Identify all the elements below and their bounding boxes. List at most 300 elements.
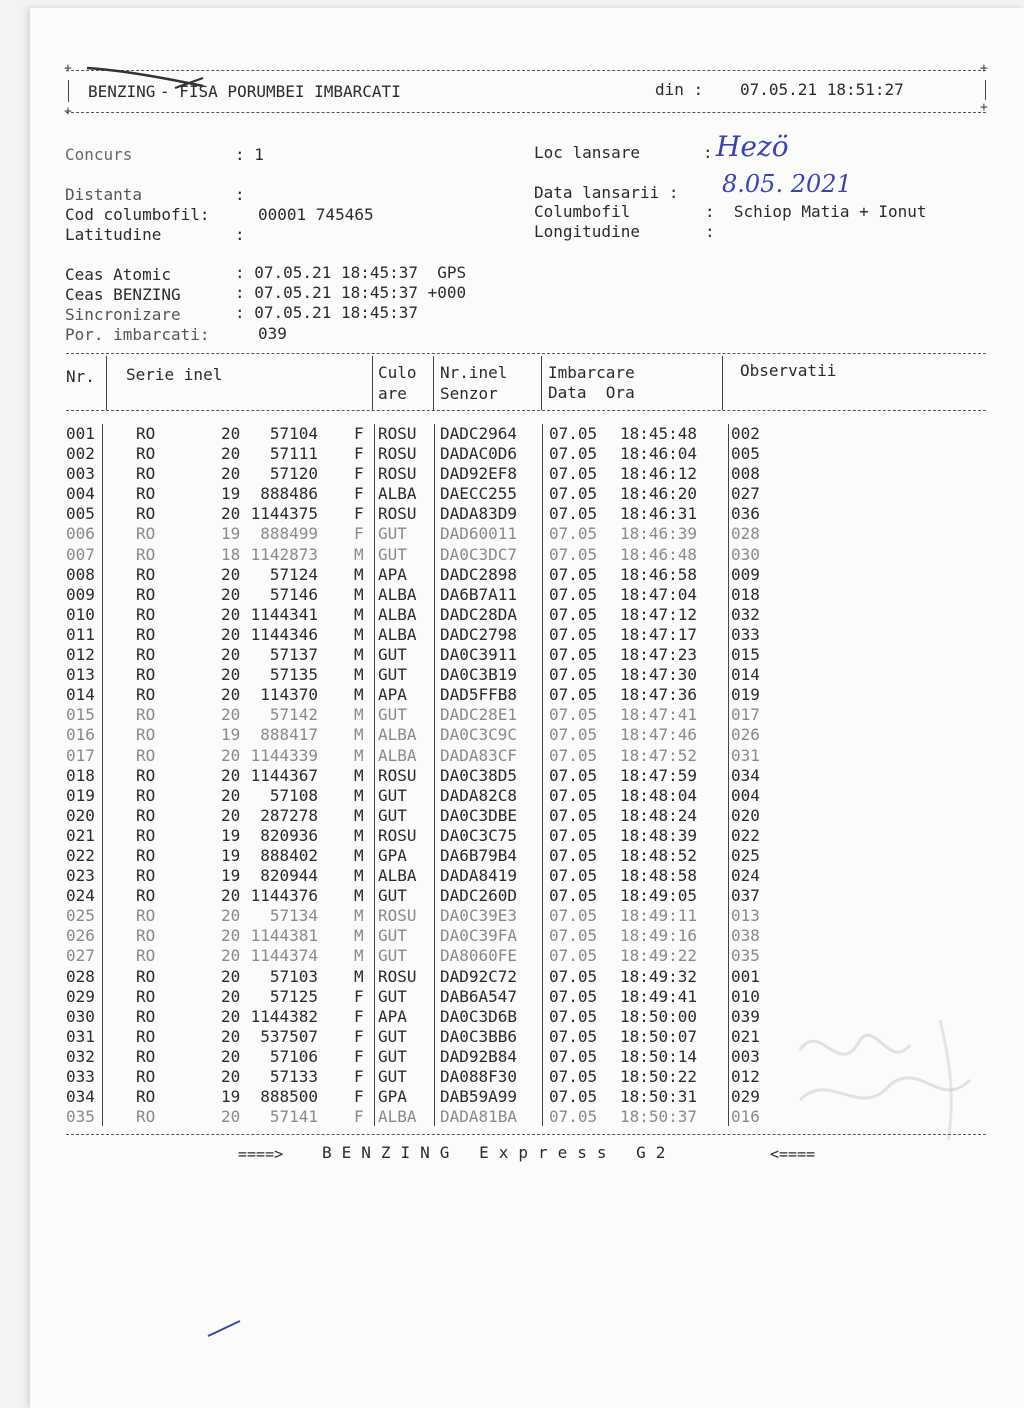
row-sex: M — [354, 926, 364, 946]
row-year: 20 — [221, 464, 241, 484]
row-country: RO — [136, 785, 156, 805]
sincronizare-label: Sincronizare — [65, 305, 181, 324]
row-observation: 018 — [731, 584, 760, 604]
row-country: RO — [136, 825, 156, 845]
row-date: 07.05 — [549, 604, 598, 624]
ceas-atomic-value: : 07.05.21 18:45:37 GPS — [235, 263, 467, 282]
row-sensor-id: DA0C3C9C — [440, 725, 518, 745]
row-number: 023 — [66, 866, 95, 886]
row-observation: 017 — [731, 705, 760, 725]
row-number: 014 — [66, 685, 95, 705]
row-color: GUT — [378, 645, 407, 665]
row-time: 18:47:30 — [620, 665, 698, 685]
row-year: 19 — [221, 866, 241, 886]
ceas-benzing-value: : 07.05.21 18:45:37 +000 — [235, 283, 467, 302]
body-divider-time — [728, 424, 729, 1126]
row-country: RO — [136, 464, 156, 484]
row-color: GUT — [378, 665, 407, 685]
row-time: 18:47:12 — [620, 604, 698, 624]
row-sex: F — [354, 504, 364, 524]
row-sex: M — [354, 966, 364, 986]
row-sex: F — [354, 1107, 364, 1127]
row-sensor-id: DA6B7A11 — [440, 584, 518, 604]
row-date: 07.05 — [549, 1067, 598, 1086]
row-date: 07.05 — [549, 926, 598, 946]
row-observation: 014 — [731, 665, 760, 685]
concurs-value: : 1 — [235, 145, 264, 164]
row-color: GUT — [378, 1026, 407, 1046]
row-observation: 032 — [731, 604, 760, 624]
row-year: 20 — [221, 624, 241, 644]
row-sensor-id: DADA82C8 — [440, 785, 518, 805]
row-color: APA — [378, 1006, 407, 1026]
row-sensor-id: DA8060FE — [440, 946, 518, 966]
row-date: 07.05 — [549, 705, 598, 725]
row-date: 07.05 — [549, 765, 598, 785]
header-senzor: Senzor — [440, 384, 498, 403]
header-nr-inel: Nr.inel — [440, 363, 508, 382]
row-date: 07.05 — [549, 624, 598, 644]
body-divider-nr — [102, 424, 103, 1126]
row-year: 20 — [221, 1026, 241, 1046]
row-country: RO — [136, 946, 156, 966]
row-year: 20 — [221, 424, 241, 443]
row-ring-number: 57103 — [269, 966, 318, 986]
latitudine-value: : — [235, 225, 245, 244]
row-sensor-id: DADC2964 — [440, 424, 518, 443]
row-sex: F — [354, 986, 364, 1006]
row-sex: F — [354, 464, 364, 484]
row-year: 20 — [221, 685, 241, 705]
row-time: 18:49:41 — [620, 986, 698, 1006]
row-ring-number: 888402 — [260, 845, 318, 865]
row-date: 07.05 — [549, 665, 598, 685]
row-color: ROSU — [378, 504, 417, 524]
row-color: ROSU — [378, 424, 417, 443]
row-color: ALBA — [378, 584, 417, 604]
row-time: 18:46:04 — [620, 444, 698, 464]
row-ring-number: 1144374 — [250, 946, 318, 966]
row-color: GUT — [378, 785, 407, 805]
row-number: 025 — [66, 906, 95, 926]
frame-corner-top-left: + — [64, 61, 72, 76]
row-sensor-id: DAD5FFB8 — [440, 685, 518, 705]
frame-corner-top-right: + — [980, 61, 988, 76]
row-time: 18:47:17 — [620, 624, 698, 644]
latitudine-label: Latitudine — [65, 225, 162, 244]
row-color: ROSU — [378, 825, 417, 845]
row-sensor-id: DADAC0D6 — [440, 444, 518, 464]
row-sex: F — [354, 424, 364, 443]
row-ring-number: 57133 — [269, 1067, 318, 1086]
row-color: APA — [378, 564, 407, 584]
row-number: 010 — [66, 604, 95, 624]
row-observation: 031 — [731, 745, 760, 765]
row-observation: 030 — [731, 544, 760, 564]
loc-lansare-label: Loc lansare — [534, 143, 640, 162]
row-time: 18:45:48 — [620, 424, 698, 443]
row-country: RO — [136, 504, 156, 524]
row-observation: 002 — [731, 424, 760, 443]
row-observation: 034 — [731, 765, 760, 785]
row-country: RO — [136, 1046, 156, 1066]
row-sex: M — [354, 604, 364, 624]
por-imbarcati-value: 039 — [258, 324, 287, 343]
row-ring-number: 1144381 — [250, 926, 318, 946]
row-time: 18:47:59 — [620, 765, 698, 785]
row-ring-number: 820936 — [260, 825, 318, 845]
columbofil-label: Columbofil — [534, 202, 631, 221]
row-time: 18:49:05 — [620, 886, 698, 906]
header-divider-3 — [433, 356, 434, 410]
row-observation: 020 — [731, 805, 760, 825]
row-year: 19 — [221, 1087, 241, 1107]
row-year: 20 — [221, 966, 241, 986]
row-country: RO — [136, 1067, 156, 1086]
row-number: 002 — [66, 444, 95, 464]
row-year: 19 — [221, 484, 241, 504]
row-ring-number: 57106 — [269, 1046, 318, 1066]
row-ring-number: 57141 — [269, 1107, 318, 1127]
row-time: 18:47:23 — [620, 645, 698, 665]
row-country: RO — [136, 1107, 156, 1127]
row-color: GUT — [378, 886, 407, 906]
row-year: 20 — [221, 444, 241, 464]
body-divider-sex — [374, 424, 375, 1126]
row-sex: M — [354, 825, 364, 845]
row-date: 07.05 — [549, 484, 598, 504]
row-number: 030 — [66, 1006, 95, 1026]
frame-corner-bottom-right: + — [980, 100, 988, 115]
row-observation: 009 — [731, 564, 760, 584]
row-time: 18:48:58 — [620, 866, 698, 886]
row-time: 18:49:22 — [620, 946, 698, 966]
row-color: ROSU — [378, 765, 417, 785]
row-sex: M — [354, 866, 364, 886]
row-number: 034 — [66, 1087, 95, 1107]
row-color: ROSU — [378, 464, 417, 484]
row-sex: M — [354, 665, 364, 685]
row-country: RO — [136, 986, 156, 1006]
row-number: 016 — [66, 725, 95, 745]
row-sensor-id: DADC28E1 — [440, 705, 518, 725]
row-color: GUT — [378, 926, 407, 946]
row-sex: M — [354, 845, 364, 865]
row-year: 19 — [221, 825, 241, 845]
row-number: 033 — [66, 1067, 95, 1086]
row-observation: 015 — [731, 645, 760, 665]
row-number: 029 — [66, 986, 95, 1006]
row-observation: 008 — [731, 464, 760, 484]
row-year: 20 — [221, 946, 241, 966]
row-color: GUT — [378, 705, 407, 725]
row-time: 18:46:12 — [620, 464, 698, 484]
row-number: 027 — [66, 946, 95, 966]
row-year: 20 — [221, 604, 241, 624]
row-year: 20 — [221, 906, 241, 926]
row-year: 20 — [221, 645, 241, 665]
row-ring-number: 888499 — [260, 524, 318, 544]
row-ring-number: 57108 — [269, 785, 318, 805]
row-color: ALBA — [378, 604, 417, 624]
row-color: ALBA — [378, 866, 417, 886]
loc-lansare-sep: : — [703, 143, 713, 162]
por-imbarcati-label: Por. imbarcati: — [65, 325, 210, 344]
row-country: RO — [136, 665, 156, 685]
row-sex: M — [354, 685, 364, 705]
table-top-line — [66, 353, 986, 354]
row-observation: 001 — [731, 966, 760, 986]
ceas-atomic-label: Ceas Atomic — [65, 265, 171, 284]
row-date: 07.05 — [549, 685, 598, 705]
row-number: 031 — [66, 1026, 95, 1046]
row-number: 009 — [66, 584, 95, 604]
row-date: 07.05 — [549, 785, 598, 805]
row-observation: 028 — [731, 524, 760, 544]
row-date: 07.05 — [549, 946, 598, 966]
row-time: 18:50:14 — [620, 1046, 698, 1066]
row-date: 07.05 — [549, 524, 598, 544]
row-ring-number: 1144367 — [250, 765, 318, 785]
footer-benzing-express: BENZING Express G2 — [322, 1143, 676, 1162]
row-ring-number: 57125 — [269, 986, 318, 1006]
row-observation: 026 — [731, 725, 760, 745]
row-ring-number: 1144376 — [250, 886, 318, 906]
row-country: RO — [136, 765, 156, 785]
header-nr: Nr. — [66, 367, 95, 386]
row-date: 07.05 — [549, 745, 598, 765]
row-color: ALBA — [378, 725, 417, 745]
row-date: 07.05 — [549, 1107, 598, 1127]
row-time: 18:46:39 — [620, 524, 698, 544]
brand-text: BENZING — [88, 82, 156, 101]
row-year: 18 — [221, 544, 241, 564]
cod-columbofil-label: Cod columbofil: — [65, 205, 210, 224]
header-observatii: Observatii — [740, 361, 837, 380]
row-date: 07.05 — [549, 986, 598, 1006]
row-year: 20 — [221, 785, 241, 805]
row-number: 004 — [66, 484, 95, 504]
row-ring-number: 888486 — [260, 484, 318, 504]
body-divider-sensor — [542, 424, 543, 1126]
data-lansarii-label: Data lansarii : — [534, 183, 679, 202]
row-time: 18:47:52 — [620, 745, 698, 765]
row-time: 18:50:31 — [620, 1087, 698, 1107]
row-country: RO — [136, 524, 156, 544]
row-sex: M — [354, 906, 364, 926]
row-country: RO — [136, 1026, 156, 1046]
data-lansarii-handwritten: 8.05. 2021 — [722, 170, 852, 198]
row-observation: 022 — [731, 825, 760, 845]
row-number: 007 — [66, 544, 95, 564]
row-country: RO — [136, 584, 156, 604]
row-number: 024 — [66, 886, 95, 906]
row-sensor-id: DA0C3C75 — [440, 825, 518, 845]
row-date: 07.05 — [549, 805, 598, 825]
row-time: 18:50:07 — [620, 1026, 698, 1046]
row-number: 005 — [66, 504, 95, 524]
row-color: GUT — [378, 544, 407, 564]
row-date: 07.05 — [549, 1046, 598, 1066]
row-sex: M — [354, 765, 364, 785]
row-number: 012 — [66, 645, 95, 665]
header-divider-2 — [372, 356, 373, 410]
row-ring-number: 1144346 — [250, 624, 318, 644]
row-observation: 039 — [731, 1006, 760, 1026]
row-sensor-id: DAD92B84 — [440, 1046, 518, 1066]
header-imbarcare: Imbarcare — [548, 363, 635, 382]
row-sensor-id: DA0C39E3 — [440, 906, 518, 926]
row-color: ALBA — [378, 745, 417, 765]
row-time: 18:48:24 — [620, 805, 698, 825]
row-sex: F — [354, 1046, 364, 1066]
row-sex: M — [354, 745, 364, 765]
row-sensor-id: DADC2898 — [440, 564, 518, 584]
row-observation: 003 — [731, 1046, 760, 1066]
longitudine-value: : — [705, 222, 715, 241]
row-observation: 025 — [731, 845, 760, 865]
row-observation: 016 — [731, 1107, 760, 1127]
row-number: 003 — [66, 464, 95, 484]
row-sensor-id: DAD60011 — [440, 524, 518, 544]
row-observation: 021 — [731, 1026, 760, 1046]
row-time: 18:49:16 — [620, 926, 698, 946]
row-year: 20 — [221, 886, 241, 906]
row-ring-number: 1142873 — [250, 544, 318, 564]
row-date: 07.05 — [549, 1026, 598, 1046]
row-country: RO — [136, 966, 156, 986]
row-sex: F — [354, 1006, 364, 1026]
row-year: 19 — [221, 524, 241, 544]
row-color: ALBA — [378, 624, 417, 644]
row-year: 20 — [221, 504, 241, 524]
header-divider-5 — [722, 356, 723, 410]
row-date: 07.05 — [549, 906, 598, 926]
row-sex: F — [354, 524, 364, 544]
row-date: 07.05 — [549, 825, 598, 845]
row-sensor-id: DADC260D — [440, 886, 518, 906]
row-country: RO — [136, 685, 156, 705]
row-sex: M — [354, 705, 364, 725]
row-ring-number: 57137 — [269, 645, 318, 665]
row-sex: M — [354, 725, 364, 745]
row-color: GUT — [378, 986, 407, 1006]
row-ring-number: 888417 — [260, 725, 318, 745]
row-date: 07.05 — [549, 424, 598, 443]
header-culo: Culo — [378, 363, 417, 382]
row-ring-number: 820944 — [260, 866, 318, 886]
row-country: RO — [136, 866, 156, 886]
row-sensor-id: DAD92EF8 — [440, 464, 518, 484]
row-country: RO — [136, 564, 156, 584]
row-year: 20 — [221, 986, 241, 1006]
row-country: RO — [136, 604, 156, 624]
row-ring-number: 1144341 — [250, 604, 318, 624]
row-color: GPA — [378, 1087, 407, 1107]
header-serie-inel: Serie inel — [126, 365, 223, 384]
row-time: 18:46:31 — [620, 504, 698, 524]
row-observation: 037 — [731, 886, 760, 906]
row-sensor-id: DAB59A99 — [440, 1087, 518, 1107]
columbofil-value: : Schiop Matia + Ionut — [705, 202, 927, 221]
row-time: 18:46:48 — [620, 544, 698, 564]
row-sensor-id: DA0C3DC7 — [440, 544, 518, 564]
row-sex: F — [354, 1087, 364, 1107]
row-time: 18:47:46 — [620, 725, 698, 745]
row-sensor-id: DA088F30 — [440, 1067, 518, 1086]
row-number: 021 — [66, 825, 95, 845]
row-ring-number: 537507 — [260, 1026, 318, 1046]
page-title: - FISA PORUMBEI IMBARCATI — [160, 82, 401, 101]
date-value: 07.05.21 18:51:27 — [740, 80, 904, 99]
row-country: RO — [136, 645, 156, 665]
row-sensor-id: DADA81BA — [440, 1107, 518, 1127]
row-observation: 035 — [731, 946, 760, 966]
row-date: 07.05 — [549, 564, 598, 584]
row-number: 020 — [66, 805, 95, 825]
row-number: 011 — [66, 624, 95, 644]
row-year: 20 — [221, 1046, 241, 1066]
row-sex: F — [354, 1026, 364, 1046]
row-ring-number: 57146 — [269, 584, 318, 604]
row-ring-number: 57135 — [269, 665, 318, 685]
row-year: 20 — [221, 805, 241, 825]
row-time: 18:47:04 — [620, 584, 698, 604]
row-observation: 027 — [731, 484, 760, 504]
row-sensor-id: DA0C3B19 — [440, 665, 518, 685]
row-year: 20 — [221, 1006, 241, 1026]
cod-columbofil-value: 00001 745465 — [258, 205, 374, 224]
row-sex: M — [354, 624, 364, 644]
row-year: 19 — [221, 725, 241, 745]
row-number: 032 — [66, 1046, 95, 1066]
row-country: RO — [136, 424, 156, 443]
row-ring-number: 57120 — [269, 464, 318, 484]
header-are: are — [378, 384, 407, 403]
row-observation: 005 — [731, 444, 760, 464]
row-sensor-id: DADA8419 — [440, 866, 518, 886]
row-country: RO — [136, 1087, 156, 1107]
row-color: ROSU — [378, 444, 417, 464]
row-sensor-id: DAD92C72 — [440, 966, 518, 986]
row-time: 18:46:58 — [620, 564, 698, 584]
row-country: RO — [136, 705, 156, 725]
row-time: 18:48:39 — [620, 825, 698, 845]
header-divider-4 — [541, 356, 542, 410]
row-time: 18:48:52 — [620, 845, 698, 865]
row-country: RO — [136, 624, 156, 644]
row-number: 001 — [66, 424, 95, 443]
row-sensor-id: DADC28DA — [440, 604, 518, 624]
row-sensor-id: DA0C3D6B — [440, 1006, 518, 1026]
row-ring-number: 57111 — [269, 444, 318, 464]
row-date: 07.05 — [549, 645, 598, 665]
row-sex: M — [354, 785, 364, 805]
row-sensor-id: DADA83D9 — [440, 504, 518, 524]
signature-bleed-through — [780, 990, 1010, 1190]
row-number: 015 — [66, 705, 95, 725]
row-date: 07.05 — [549, 444, 598, 464]
ceas-benzing-label: Ceas BENZING — [65, 285, 181, 304]
row-time: 18:46:20 — [620, 484, 698, 504]
row-color: APA — [378, 685, 407, 705]
row-ring-number: 1144339 — [250, 745, 318, 765]
row-date: 07.05 — [549, 845, 598, 865]
row-sensor-id: DADA83CF — [440, 745, 518, 765]
row-sex: M — [354, 584, 364, 604]
table-header-bottom-line — [66, 410, 986, 411]
row-date: 07.05 — [549, 725, 598, 745]
